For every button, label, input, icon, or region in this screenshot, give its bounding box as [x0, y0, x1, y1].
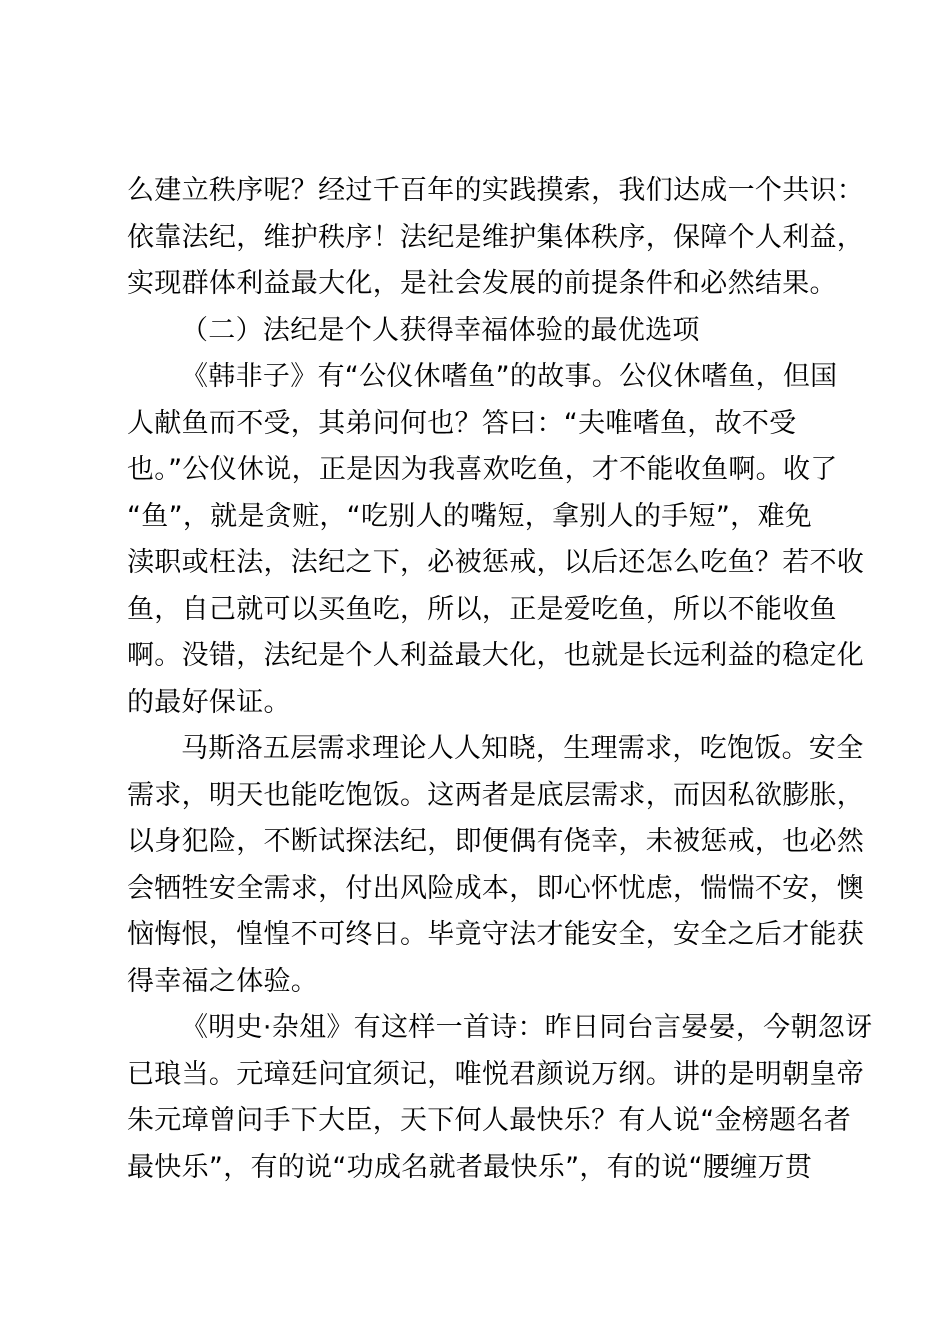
text-line: 的最好保证。 [127, 686, 291, 718]
text-line: 以身犯险，不断试探法纪，即便偶有侥幸，未被惩戒，也必然 [127, 826, 865, 857]
text-line: 实现群体利益最大化，是社会发展的前提条件和必然结果。 [127, 268, 837, 299]
text-line: 《韩非子》有“公仪休嗜鱼”的故事。公仪休嗜鱼，但国 [181, 361, 838, 392]
text-line: 啊。没错，法纪是个人利益最大化，也就是长远利益的稳定化 [127, 640, 865, 671]
text-line: 得幸福之体验。 [127, 965, 319, 997]
text-line: 会牺牲安全需求，付出风险成本，即心怀忧虑，惴惴不安，懊 [127, 872, 865, 904]
text-line: 需求，明天也能吃饱饭。这两者是底层需求，而因私欲膨胀， [127, 779, 865, 811]
text-line: 《明史·杂俎》有这样一首诗：昨日同台言晏晏，今朝忽讶 [181, 1012, 873, 1043]
text-line: 鱼，自己就可以买鱼吃，所以，正是爱吃鱼，所以不能收鱼 [127, 593, 837, 625]
text-line: 马斯洛五层需求理论人人知晓，生理需求，吃饱饭。安全 [181, 733, 864, 764]
text-line: “鱼”，就是贪赃，“吃别人的嘴短，拿别人的手短”，难免 [127, 500, 813, 532]
section-heading: （二）法纪是个人获得幸福体验的最优选项 [181, 314, 700, 346]
text-line: 最快乐”，有的说“功成名就者最快乐”，有的说“腰缠万贯 [127, 1151, 813, 1183]
text-line: 恼悔恨，惶惶不可终日。毕竟守法才能安全，安全之后才能获 [127, 919, 865, 950]
document-body [127, 168, 873, 1191]
text-line: 朱元璋曾问手下大臣，天下何人最快乐？有人说“金榜题名者 [127, 1105, 852, 1136]
text-line: 人献鱼而不受，其弟问何也？答曰：“夫唯嗜鱼，故不受 [127, 407, 797, 439]
text-line: 也。”公仪休说，正是因为我喜欢吃鱼，才不能收鱼啊。收了 [127, 454, 838, 485]
text-line: 依靠法纪，维护秩序！法纪是维护集体秩序，保障个人利益， [127, 221, 865, 253]
text-line: 么建立秩序呢？经过千百年的实践摸索，我们达成一个共识： [127, 175, 865, 206]
text-line: 已琅当。元璋廷问宜须记，唯悦君颜说万纲。讲的是明朝皇帝 [127, 1058, 865, 1090]
text-line: 渎职或枉法，法纪之下，必被惩戒，以后还怎么吃鱼？若不收 [127, 547, 865, 578]
